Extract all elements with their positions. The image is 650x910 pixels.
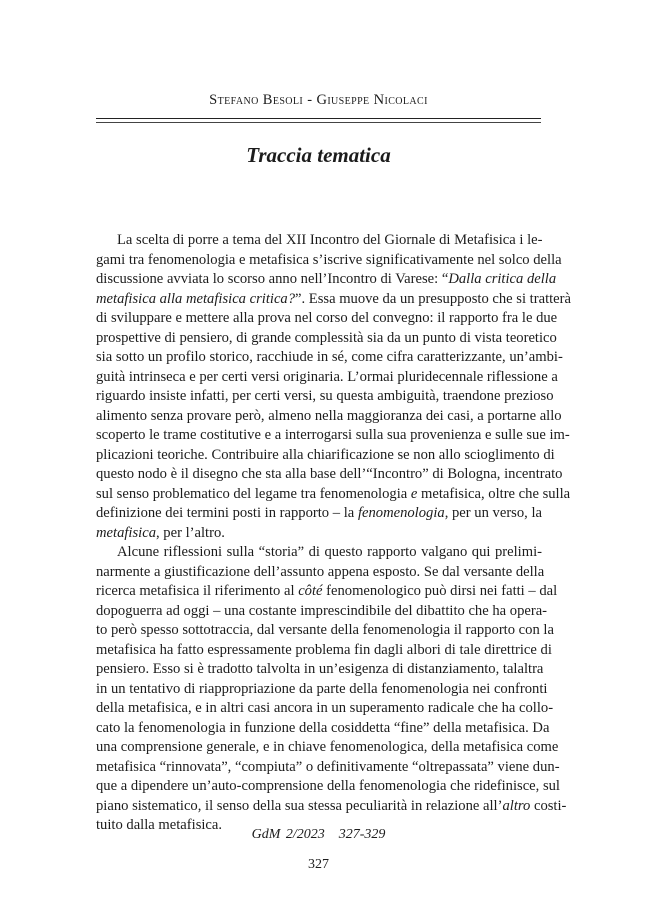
body-line: gami tra fenomenologia e metafisica s’iscrive significativamente nel solco della xyxy=(96,251,562,268)
body-line: sia sotto un profilo storico, racchiude in sé, come cifra caratterizzante, un’ambi- xyxy=(96,349,563,365)
body-line: pensiero. Esso si è tradotto talvolta in un’esigenza di distanziamento, talaltra xyxy=(96,661,544,677)
body-line: cato la fenomenologia in funzione della cosiddetta “fine” della metafisica. Da xyxy=(96,719,550,736)
body-line: metafisica ha fatto espressamente problema fin dagli albori di tale direttrice di xyxy=(96,641,552,658)
body-line: di sviluppare e mettere alla prova nel corso del convegno: il rapporto fra le due xyxy=(96,310,558,326)
body-line: que a dipendere un’auto-comprensione della fenomenologia che ridefinisce, sul xyxy=(96,778,560,794)
body-line: guità intrinseca e per certi versi originaria. L’ormai pluridecennale riflessione a xyxy=(96,368,558,385)
body-line: prospettive di pensiero, di grande complessità sia da un punto di vista teoretico xyxy=(96,329,557,346)
body-line: alimento senza provare però, almeno nella maggioranza dei casi, a portarne allo xyxy=(96,407,562,424)
body-line: in un tentativo di riappropriazione da parte della fenomenologia nei confronti xyxy=(96,680,548,697)
body-line: metafisica, per l’altro. xyxy=(96,524,225,541)
body-line: Alcune riflessioni sulla “storia” di questo rapporto valgano qui prelimi- xyxy=(117,544,542,560)
journal-issue: GdM 2/2023 xyxy=(251,827,325,842)
body-line: La scelta di porre a tema del XII Incontro del Giornale di Metafisica i le- xyxy=(117,232,543,248)
header-rule-thin xyxy=(96,122,541,123)
body-line: dopoguerra ad oggi – una costante imprescindibile del dibattito che ha opera- xyxy=(96,602,548,619)
article-title: Traccia tematica xyxy=(246,143,391,167)
header-rule-thick xyxy=(96,118,541,119)
body-line: sul senso problematico del legame tra fenomenologia e metafisica, oltre che sulla xyxy=(96,485,571,502)
body-line: metafisica alla metafisica critica?”. Essa muove da un presupposto che si tratterà xyxy=(96,290,571,307)
body-line: tuito dalla metafisica. xyxy=(96,817,223,833)
journal-reference xyxy=(96,827,541,843)
body-line: to però spesso sottotraccia, dal versante della fenomenologia il rapporto con la xyxy=(96,622,554,638)
body-text xyxy=(96,231,571,836)
body-line: piano sistematico, il senso della sua stessa peculiarità in relazione all’altro costi- xyxy=(96,797,567,814)
running-head-authors: Stefano Besoli - Giuseppe Nicolaci xyxy=(209,92,428,108)
body-line: della metafisica, e in altri casi ancora in un superamento radicale che ha collo- xyxy=(96,700,554,716)
body-line: metafisica “rinnovata”, “compiuta” o definitivamente “oltrepassata” viene dun- xyxy=(96,758,560,775)
body-line: riguardo insiste infatti, per certi versi, su questa ambiguità, traendone prezioso xyxy=(96,388,554,404)
body-line: una comprensione generale, e in chiave fenomenologica, della metafisica come xyxy=(96,739,559,755)
body-line: scoperto le trame costitutive e a interrogarsi sulla sua provenienza e sulle sue im- xyxy=(96,427,570,443)
body-line: discussione avviata lo scorso anno nell’Incontro di Varese: “Dalla critica della xyxy=(96,271,557,287)
body-line: plicazioni teoriche. Contribuire alla chiarificazione se non allo scioglimento di xyxy=(96,446,555,463)
page-number: 327 xyxy=(308,857,329,872)
body-line: definizione dei termini posti in rapporto – la fenomenologia, per un verso, la xyxy=(96,505,543,521)
body-line: questo nodo è il disegno che sta alla base dell’“Incontro” di Bologna, incentrato xyxy=(96,466,563,482)
body-line: ricerca metafisica il riferimento al côté fenomenologico può dirsi nei fatti – dal xyxy=(96,583,558,599)
page-range: 327-329 xyxy=(338,827,386,842)
body-line: narmente a giustificazione dell’assunto appena esposto. Se dal versante della xyxy=(96,563,545,580)
